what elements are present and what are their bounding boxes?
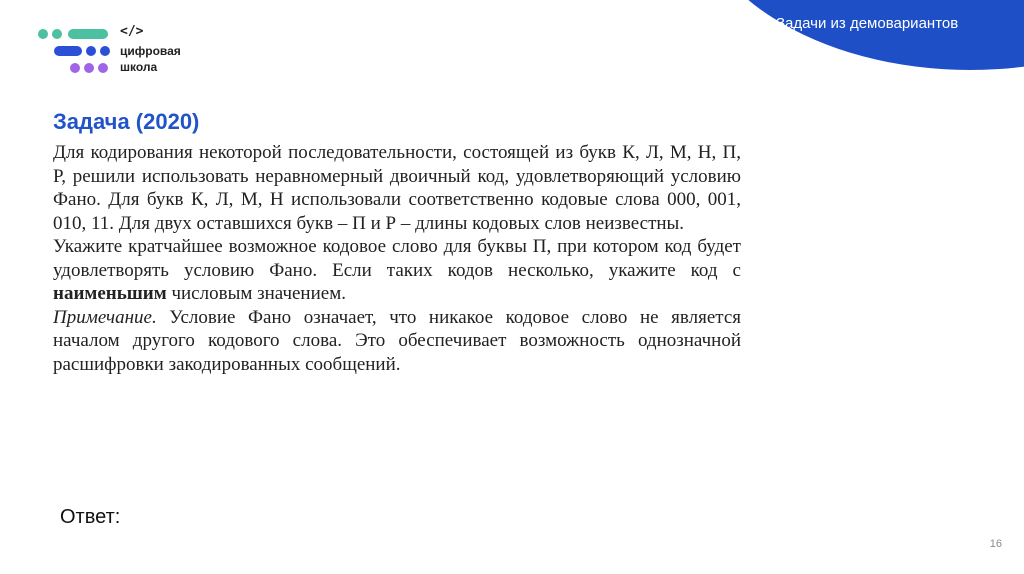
logo-dot — [70, 63, 80, 73]
note-label: Примечание. — [53, 306, 157, 328]
paragraph-2-text: Укажите кратчайшее возможное кодовое слово для буквы П, при котором код будет удовлетворять условию Фано. Если таких кодов несколько, укажите код с — [53, 236, 741, 281]
answer-label: Ответ: — [60, 506, 121, 528]
note-text: Условие Фано означает, что никакое кодовое слово не является началом другого кодового слова. Это обеспечивает возможность однозначной расшифровки закодированных сообщений. — [53, 306, 741, 375]
emphasis-smallest: наименьшим — [53, 283, 167, 304]
logo-dot — [98, 63, 108, 73]
paragraph-2-end: числовым значением. — [166, 283, 346, 304]
logo-dot — [38, 29, 48, 39]
task-title: Задача (2020) — [53, 109, 200, 134]
logo-code-symbol: </> — [120, 24, 144, 39]
section-title: Задачи из демовариантов — [776, 15, 959, 32]
task-paragraph-2 — [53, 235, 741, 306]
logo-dot — [86, 46, 96, 56]
logo-word-1: цифровая — [120, 44, 181, 58]
header-arc — [690, 0, 1024, 70]
logo-dot — [100, 46, 110, 56]
logo-dot — [52, 29, 62, 39]
logo-pill — [68, 29, 108, 39]
page-number: 16 — [989, 538, 1002, 550]
logo-pill — [54, 46, 82, 56]
task-note — [53, 306, 741, 377]
logo-word-2: школа — [120, 60, 158, 74]
logo-dot — [84, 63, 94, 73]
task-paragraph-1: Для кодирования некоторой последовательности, состоящей из букв К, Л, М, Н, П, Р, решили использовать неравномерный двоичный код, удовлетворяющий условию Фано. Для букв К, Л, М, Н использовали соответственно кодовые слова 000, 001, 010, 11. Для двух оставшихся букв – П и Р – длины кодовых слов неизвестны. — [53, 142, 741, 234]
logo — [38, 22, 198, 78]
task-text — [53, 141, 741, 376]
